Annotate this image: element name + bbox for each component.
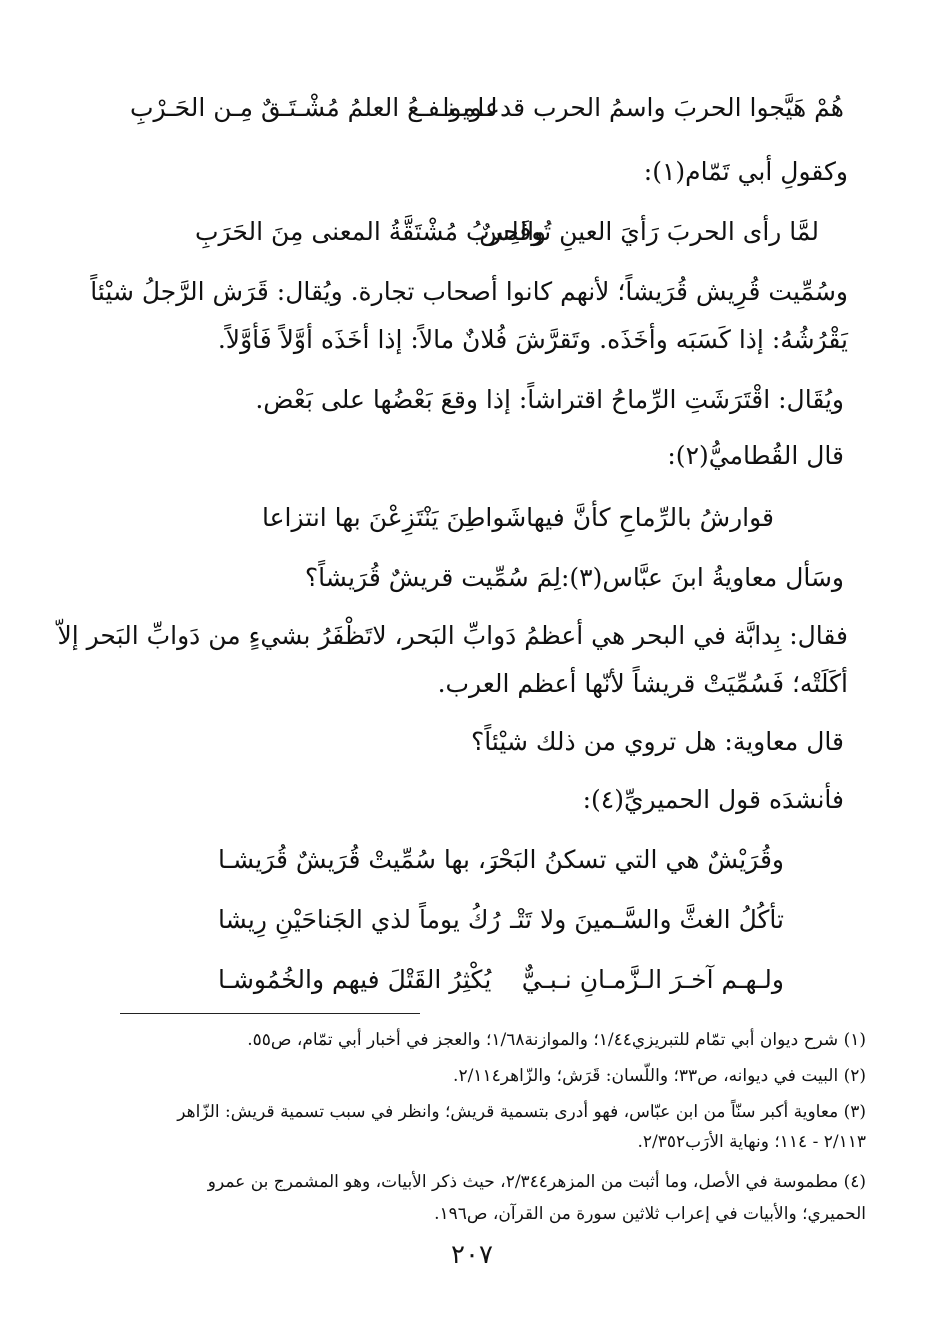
text-line: فقال: بِدابَّة في البحر هي أعظمُ دَوابِّ البَحر، لاتَظْفَرُ بشيءٍ من دَوابِّ البَحر إلاّ [57,621,848,650]
verse-6-second-hemistich: يُكْثِرُ القَتْلَ فيهم والخُمُوشـا [218,965,492,994]
footnote-3: (٣) معاوية أكبر سنّاً من ابن عبّاس، فهو أدرى بتسمية قريش؛ وانظر في سبب تسمية قريش: الزّاهر [177,1102,866,1122]
verse-4-second-hemistich: رَ، بها سُمِّيتْ قُرَيشٌ قُرَيشـا [218,845,499,874]
verse-5-second-hemistich: رُكُ يوماً لذي الجَناحَيْنِ رِيشا [218,905,501,934]
verse-6-first-hemistich: ولـهـم آخـرَ الـزَّمـانِ نـبـيٌّ [521,965,784,994]
footnote-separator [120,1013,420,1014]
page-number: ٢٠٧ [451,1240,493,1270]
text-line: فأنشدَه قول الحميريِّ(٤): [582,785,844,814]
footnote-1: (١) شرح ديوان أبي تمّام للتبريزي١/٤٤؛ والموازنة١/٦٨؛ والعجز في أخبار أبي تمّام، ص٥٥. [247,1030,866,1050]
verse-3-second-hemistich: شَواطِنَ يَنْتَزِعْنَ بها انتزاعا [262,503,527,532]
verse-5-first-hemistich: تأكُلُ الغثَّ والسَّـمينَ ولا تَتْـ [510,905,784,934]
footnote-4-continued: الحميري؛ والأبيات في إعراب ثلاثين سورة من القرآن، ص١٩٦. [434,1204,866,1224]
verse-3-first-hemistich: قوارشُ بالرِّماحِ كأنَّ فيها [526,503,774,532]
text-line: وسُمِّيت قُرِيش قُرَيشاً؛ لأنهم كانوا أصحاب تجارة. ويُقال: قَرَش الرَّجلُ شيْئاً [90,277,848,306]
text-line: قال معاوية: هل تروي من ذلك شيْئاً؟ [470,727,844,756]
footnote-2: (٢) البيت في ديوانه، ص٣٣؛ واللّسان: قَرَش؛ والزّاهر٢/١١٤. [453,1066,866,1086]
verse-1-second-hemistich: لـويـنـفـعُ العلمُ مُشْـتَـقٌ مِـن الحَـرْبِ [130,93,498,122]
verse-4-first-hemistich: وقُرَيْشٌ هي التي تسكنُ البَحْـ [490,845,784,874]
text-line: أكَلَتْه؛ فَسُمِّيَتْ قريشاً لأنّها أعظم العرب. [437,669,848,698]
verse-2-first-hemistich: لمَّا رأى الحربَ رَأيَ العينِ تُوفَلِسٌ [479,217,819,246]
footnote-3-continued: ٢/١١٣ - ١١٤؛ ونهاية الأرَب٢/٣٥٢. [637,1132,866,1152]
text-line: قال القُطاميُّ(٢): [667,441,844,470]
text-line: وكقولِ أبي تَمّام(١): [643,157,848,186]
verse-1-first-hemistich: هُمْ هَيَّجوا الحربَ واسمُ الحرب قدعلموا [442,93,844,122]
text-line: يَقْرُشُهُ: إذا كَسَبَه وأخَذَه. وتَقرَّشَ فُلانٌ مالاً: إذا أخَذَه أوَّلاً فَأوَّلاً. [217,325,848,354]
footnote-4: (٤) مطموسة في الأصل، وما أثبت من المزهر٢/٣٤٤، حيث ذكر الأبيات، وهو المشمرج بن عمرو [207,1172,866,1192]
verse-2-second-hemistich: والحربُ مُشْتَقَّةُ المعنى مِنَ الحَرَبِ [195,217,547,246]
text-line: وسَأل معاويةُ ابنَ عبَّاس(٣):لِمَ سُمِّيت قريشٌ قُرَيشاً؟ [304,563,844,592]
text-line: ويُقَال: اقْتَرَشَتِ الرِّماحُ اقتراشاً: إذا وقعَ بَعْضُها على بَعْض. [255,385,844,414]
